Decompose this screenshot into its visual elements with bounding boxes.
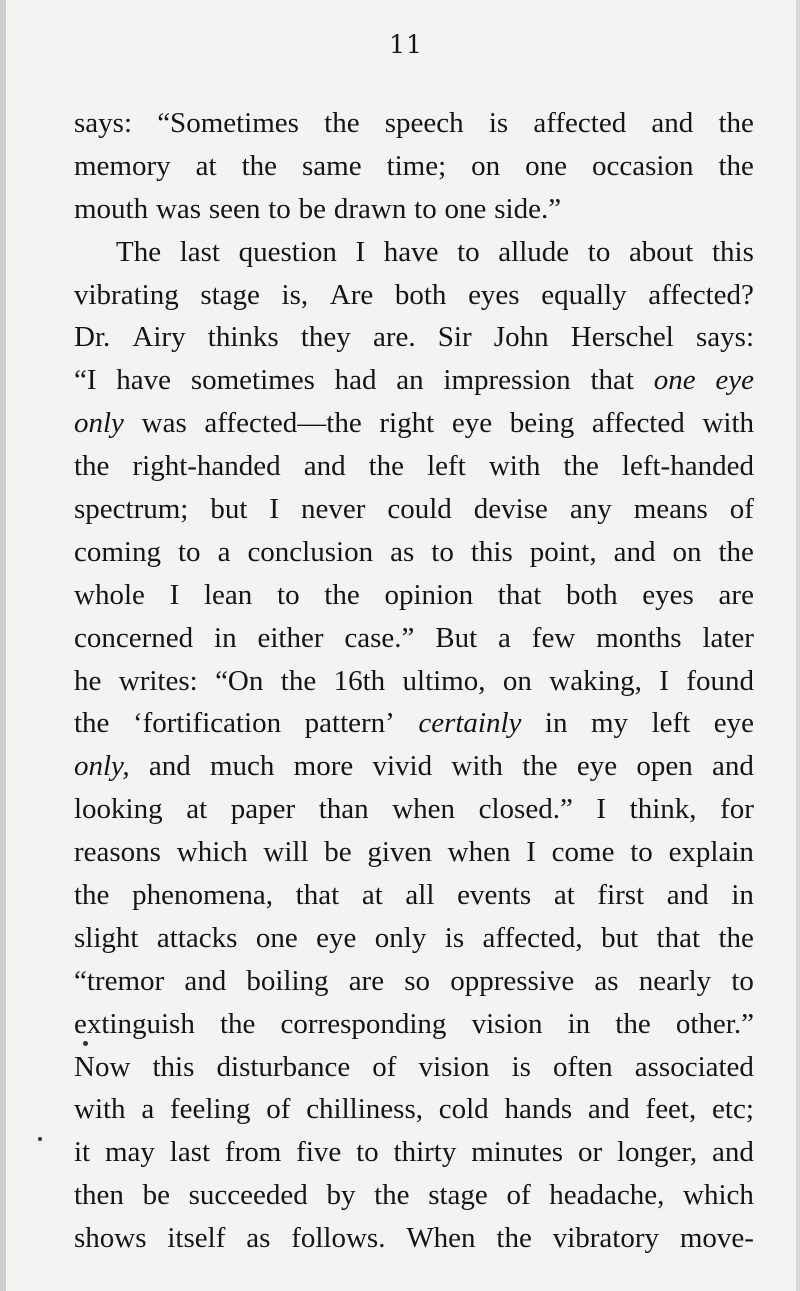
word: will	[263, 836, 309, 869]
word: on	[672, 535, 702, 568]
word: slight	[74, 921, 139, 954]
word: and	[587, 1093, 630, 1126]
word: eyes	[642, 578, 694, 611]
text-line	[74, 359, 754, 402]
word: mouth	[74, 192, 149, 225]
word: a	[498, 621, 511, 654]
word: which	[683, 1179, 754, 1212]
word: paper	[230, 793, 296, 826]
word: was	[155, 192, 202, 225]
word: longer,	[616, 1136, 698, 1169]
word: whole	[74, 578, 145, 611]
word: and	[666, 879, 709, 912]
word: 16th	[333, 664, 386, 697]
word: from	[224, 1136, 282, 1169]
word: closed.”	[478, 793, 573, 826]
word: this	[152, 1050, 195, 1083]
word: a	[141, 1093, 155, 1126]
word: eyes	[468, 278, 520, 311]
word: affected?	[648, 278, 754, 311]
word: and	[712, 750, 754, 783]
word: memory	[74, 149, 171, 182]
word: both	[394, 278, 447, 311]
word: affected,	[482, 921, 583, 954]
word: it	[74, 1136, 91, 1169]
word: case.”	[344, 621, 415, 654]
word: I	[659, 664, 669, 697]
word: to	[431, 535, 454, 568]
body-text	[74, 102, 754, 1260]
word: spectrum;	[74, 493, 189, 526]
word: for	[720, 793, 754, 826]
word	[74, 402, 124, 445]
word: and	[184, 964, 227, 997]
word: think,	[629, 793, 697, 826]
word: nearly	[638, 964, 712, 997]
word: the	[280, 664, 317, 697]
word: open	[636, 750, 693, 783]
word: oppressive	[450, 964, 575, 997]
text-line	[74, 660, 754, 703]
word: thinks	[207, 321, 279, 354]
word: of	[729, 493, 754, 526]
word: at	[195, 149, 217, 182]
word: have	[383, 235, 439, 268]
word: are.	[372, 321, 416, 354]
ink-speck	[38, 1137, 42, 1141]
text-line	[74, 1088, 754, 1131]
word: vision	[471, 1007, 543, 1040]
word: concerned	[74, 621, 194, 654]
word: waking,	[549, 664, 642, 697]
word	[654, 359, 696, 402]
text-line	[74, 402, 754, 445]
word: “Sometimes	[157, 107, 299, 139]
word: last	[169, 1136, 211, 1169]
word: the	[718, 107, 754, 139]
word: to	[414, 192, 437, 225]
word: ‘fortification	[132, 707, 282, 740]
word: to	[731, 964, 754, 997]
word: writes:	[118, 664, 198, 697]
word: and	[303, 450, 346, 483]
word: the	[563, 450, 599, 483]
word: Sir	[437, 321, 472, 354]
word: to	[277, 578, 300, 611]
word: move-	[679, 1222, 754, 1255]
word: the	[74, 707, 110, 740]
word: the	[615, 1007, 651, 1040]
word: all	[405, 879, 435, 912]
word: later	[702, 621, 754, 654]
word: I	[596, 793, 607, 826]
word: with	[702, 407, 754, 440]
word: he	[74, 664, 102, 697]
text-line	[74, 316, 754, 359]
word: question	[238, 235, 337, 268]
word: to	[268, 192, 291, 225]
word: says:	[696, 321, 754, 354]
word: either	[257, 621, 324, 654]
word: Airy	[132, 321, 186, 354]
word: succeeded	[188, 1179, 308, 1212]
word: corresponding	[280, 1007, 447, 1040]
word: be	[298, 192, 327, 225]
word: itself	[167, 1222, 226, 1255]
word: conclusion	[247, 535, 374, 568]
word: or	[577, 1136, 603, 1169]
word: but	[210, 493, 248, 526]
word: “On	[215, 664, 264, 697]
text-line	[74, 445, 754, 488]
word: the	[374, 1179, 410, 1212]
word: with	[74, 1093, 126, 1126]
word: feeling	[169, 1093, 251, 1126]
word: left	[651, 707, 691, 740]
word: have	[116, 364, 172, 397]
word: the	[718, 921, 754, 954]
word: as	[390, 535, 415, 568]
word: in	[567, 1007, 591, 1040]
word: reasons	[74, 836, 161, 869]
word: may	[104, 1136, 155, 1169]
word: right-handed	[132, 450, 281, 483]
word: so	[404, 964, 431, 997]
word: means	[633, 493, 708, 526]
word: I	[269, 493, 280, 526]
page-number: 11	[389, 30, 423, 59]
word: and	[651, 107, 694, 139]
word: allude	[498, 235, 570, 268]
word: months	[596, 621, 682, 654]
word: other.”	[675, 1007, 754, 1040]
word: any	[569, 493, 612, 526]
word: affected	[591, 407, 685, 440]
word: then	[74, 1179, 124, 1212]
word: the	[368, 450, 405, 483]
word: the	[324, 107, 360, 139]
word: with	[488, 450, 541, 483]
word: of	[266, 1093, 291, 1126]
word: Are	[329, 278, 374, 311]
word	[715, 359, 754, 402]
word	[74, 745, 130, 788]
text-line	[74, 1003, 754, 1046]
word: is	[488, 107, 509, 139]
word: impression	[443, 364, 571, 397]
word: Dr.	[74, 321, 111, 354]
word: on	[502, 664, 532, 697]
word: opinion	[384, 578, 474, 611]
word: lean	[203, 578, 253, 611]
word: being	[509, 407, 575, 440]
word: equally	[541, 278, 627, 311]
word: an	[396, 364, 424, 397]
word: time;	[386, 149, 447, 182]
word: found	[686, 664, 754, 697]
word: “I	[74, 364, 97, 397]
word: that	[590, 364, 634, 397]
word: the	[74, 879, 110, 912]
word: explain	[668, 836, 754, 869]
word: to	[630, 836, 653, 869]
text-line	[74, 102, 754, 145]
word: the	[718, 535, 754, 568]
word: disturbance	[216, 1050, 351, 1083]
text-line	[74, 574, 754, 617]
word: as	[594, 964, 619, 997]
text-line	[74, 960, 754, 1003]
word: “tremor	[74, 964, 165, 997]
word: they	[300, 321, 351, 354]
word: eye	[451, 407, 493, 440]
word: to	[178, 535, 201, 568]
word: speech	[384, 107, 464, 139]
italic-word: certainly	[418, 707, 522, 740]
word: the	[74, 450, 110, 483]
word: which	[176, 836, 248, 869]
word: often	[553, 1050, 613, 1083]
word: one	[444, 192, 487, 225]
word: sometimes	[190, 364, 315, 397]
word: I	[169, 578, 180, 611]
text-line	[74, 831, 754, 874]
word: boiling	[246, 964, 329, 997]
word: vibratory	[552, 1222, 659, 1255]
word: more	[293, 750, 354, 783]
word: right	[379, 407, 435, 440]
text-line	[74, 188, 754, 231]
word: vivid	[372, 750, 433, 783]
word: point,	[529, 535, 597, 568]
word: the	[324, 578, 360, 611]
word: coming	[74, 535, 161, 568]
text-line	[74, 745, 754, 788]
word: to	[356, 1136, 379, 1169]
text-line	[74, 145, 754, 188]
italic-word: only	[74, 407, 124, 440]
word: at	[361, 879, 383, 912]
word: and	[613, 535, 656, 568]
text-line	[74, 531, 754, 574]
word: five	[296, 1136, 342, 1169]
word: a	[217, 535, 231, 568]
word: are	[348, 964, 385, 997]
word: same	[301, 149, 362, 182]
word: devise	[473, 493, 548, 526]
word: few	[531, 621, 576, 654]
word: could	[387, 493, 452, 526]
text-line	[74, 488, 754, 531]
word: says:	[74, 107, 132, 139]
word: much	[209, 750, 275, 783]
word: stage	[200, 278, 260, 311]
word: vision	[418, 1050, 490, 1083]
word: in	[214, 621, 237, 654]
word: last	[179, 235, 220, 268]
word: than	[318, 793, 369, 826]
word: But	[435, 621, 478, 654]
word: the	[522, 750, 558, 783]
word: in	[544, 707, 568, 740]
word: of	[372, 1050, 397, 1083]
word: Now	[74, 1050, 131, 1083]
word: by	[326, 1179, 356, 1212]
word: is,	[281, 278, 309, 311]
word: feet,	[645, 1093, 697, 1126]
word: follows.	[291, 1222, 386, 1255]
word: looking	[74, 793, 163, 826]
italic-word: eye	[715, 364, 754, 397]
word: I	[526, 836, 536, 869]
word: was	[141, 407, 187, 440]
word: this	[470, 535, 513, 568]
word: is	[511, 1050, 531, 1083]
word: at	[186, 793, 208, 826]
word: one	[255, 921, 298, 954]
word: first	[597, 879, 645, 912]
text-line	[74, 702, 754, 745]
word: to	[587, 235, 611, 268]
text-line	[74, 917, 754, 960]
word: events	[457, 879, 532, 912]
word: eye	[713, 707, 754, 740]
ink-speck	[83, 1041, 88, 1046]
word: that	[295, 879, 340, 912]
word: left	[427, 450, 466, 483]
word: The	[116, 235, 162, 268]
word: about	[628, 235, 694, 268]
word: never	[301, 493, 366, 526]
word: come	[551, 836, 615, 869]
text-line	[74, 788, 754, 831]
word: phenomena,	[132, 879, 274, 912]
word: chilliness,	[306, 1093, 423, 1126]
word: hands	[504, 1093, 573, 1126]
word: that	[497, 578, 542, 611]
word: side.”	[494, 192, 562, 225]
word: only	[374, 921, 427, 954]
word: occasion	[592, 149, 694, 182]
word: at	[553, 879, 575, 912]
word: the	[219, 1007, 256, 1040]
word: of	[506, 1179, 531, 1212]
text-line	[74, 1131, 754, 1174]
word: headache,	[549, 1179, 665, 1212]
word: when	[392, 793, 456, 826]
text-line	[74, 617, 754, 660]
word: both	[566, 578, 618, 611]
italic-word: only,	[74, 750, 130, 783]
text-line	[74, 1174, 754, 1217]
word: associated	[634, 1050, 754, 1083]
word: ultimo,	[402, 664, 486, 697]
word: in	[731, 879, 754, 912]
word: I	[355, 235, 366, 268]
word: my	[591, 707, 629, 740]
word: had	[334, 364, 377, 397]
word: drawn	[333, 192, 407, 225]
word: that	[656, 921, 701, 954]
word: and	[148, 750, 191, 783]
word: thirty	[393, 1136, 457, 1169]
word: is	[444, 921, 465, 954]
word: shows	[74, 1222, 147, 1255]
word: left-handed	[621, 450, 754, 483]
word: Herschel	[570, 321, 674, 354]
word: seen	[208, 192, 261, 225]
word: given	[367, 836, 432, 869]
word: the	[718, 149, 754, 182]
word: are	[718, 578, 754, 611]
word: stage	[428, 1179, 488, 1212]
word: eye	[316, 921, 357, 954]
word: minutes	[471, 1136, 564, 1169]
word: affected	[533, 107, 627, 139]
italic-word: one	[653, 364, 696, 397]
word: pattern’	[304, 707, 395, 740]
word: the	[241, 149, 277, 182]
text-line	[74, 1046, 754, 1089]
text-line	[74, 1217, 754, 1260]
word: be	[324, 836, 352, 869]
word: etc;	[712, 1093, 754, 1126]
word: John	[493, 321, 549, 354]
text-line	[74, 231, 754, 274]
word: vibrating	[74, 278, 179, 311]
word: extinguish	[74, 1007, 195, 1040]
word: when	[447, 836, 511, 869]
word: with	[451, 750, 503, 783]
word: one	[525, 149, 568, 182]
word: When	[406, 1222, 476, 1255]
word: affected—the	[204, 407, 362, 440]
word: to	[457, 235, 480, 268]
word: this	[711, 235, 754, 268]
word	[418, 702, 521, 745]
text-line	[74, 874, 754, 917]
word: but	[601, 921, 639, 954]
word: the	[496, 1222, 532, 1255]
word: on	[471, 149, 501, 182]
text-line	[74, 274, 754, 317]
word: eye	[576, 750, 618, 783]
word: and	[712, 1136, 754, 1169]
word: cold	[438, 1093, 489, 1126]
word: attacks	[156, 921, 238, 954]
word: be	[142, 1179, 170, 1212]
word: as	[246, 1222, 271, 1255]
